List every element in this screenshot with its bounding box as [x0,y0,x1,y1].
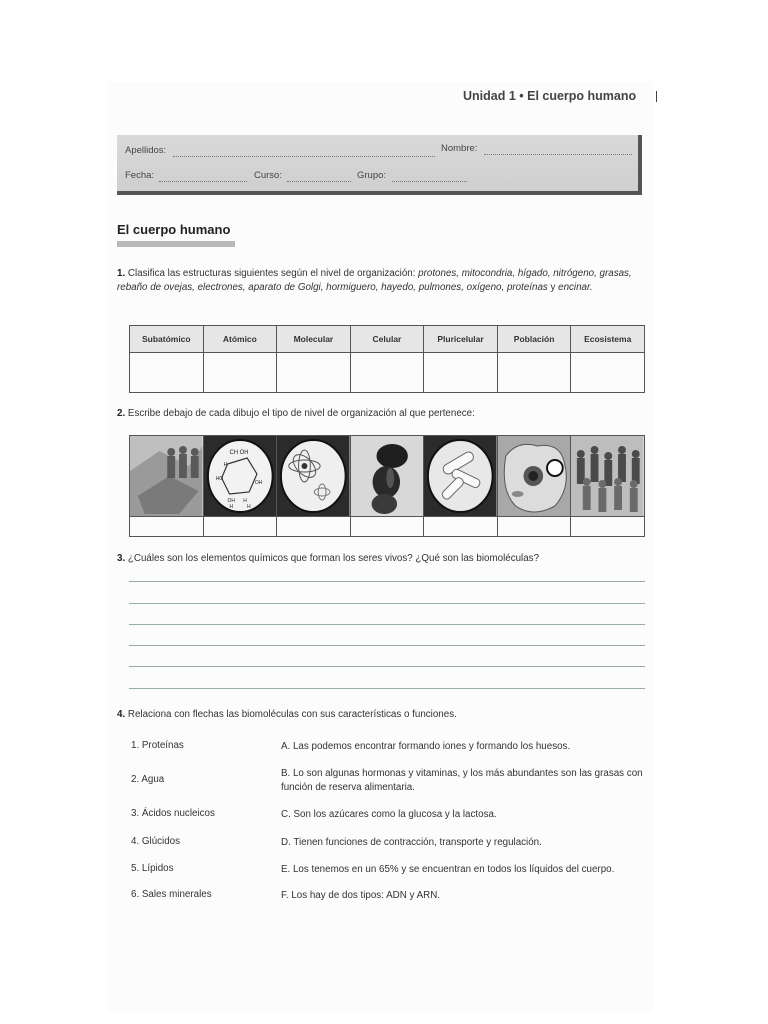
image-ecosystem [130,436,204,516]
levels-image-strip [129,435,645,537]
function-e[interactable]: E. Los tenemos en un 65% y se encuentran en todos los líquidos del cuerpo. [281,864,615,875]
image-answer-cell-4[interactable] [351,517,425,537]
question-4 [117,708,647,722]
image-answer-cell-2[interactable] [204,517,278,537]
function-d[interactable]: D. Tienen funciones de contracción, transporte y regulación. [281,837,542,848]
q4-text: Relaciona con flechas las biomoléculas con sus características o funciones. [127,709,457,720]
curso-field[interactable] [287,181,351,182]
image-answer-cell-5[interactable] [424,517,498,537]
molecule-label-oh2: OH [227,498,235,505]
answer-line-6[interactable] [129,688,645,689]
answer-cell-pluricelular[interactable] [424,353,498,393]
function-a[interactable]: A. Las podemos encontrar formando iones y formando los huesos. [281,741,571,752]
answer-line-1[interactable] [129,581,645,582]
function-f[interactable]: F. Los hay de dos tipos: ADN y ARN. [281,890,441,901]
image-answer-cell-7[interactable] [571,517,644,537]
student-info-box [117,135,642,195]
apellidos-field[interactable] [173,156,435,157]
fecha-field[interactable] [159,181,247,182]
q3-text: ¿Cuáles son los elementos químicos que forman los seres vivos? ¿Qué son las biomoléculas? [127,553,540,564]
biomolecule-glucidos[interactable]: 4. Glúcidos [131,836,181,847]
function-c[interactable]: C. Son los azúcares como la glucosa y la lactosa. [281,809,497,820]
header-pluricelular: Pluricelular [424,326,498,353]
biomolecule-proteinas[interactable]: 1. Proteínas [131,740,184,751]
q1-last-item: encinar. [558,281,593,293]
header-ecosistema: Ecosistema [571,326,645,353]
header-atomico: Atómico [203,326,277,353]
grupo-field[interactable] [392,181,467,182]
image-answer-cell-6[interactable] [498,517,572,537]
function-b[interactable]: B. Lo son algunas hormonas y vitaminas, y los más abundantes son las grasas con función de reserva alimentaria. [281,768,643,793]
biomolecule-lipidos[interactable]: 5. Lípidos [131,863,174,874]
image-glucose-molecule [204,436,278,516]
q1-and: y [547,281,559,293]
answer-cell-molecular[interactable] [277,353,351,393]
q2-text: Escribe debajo de cada dibujo el tipo de nivel de organización al que pertenece: [127,408,475,419]
nombre-field[interactable] [484,154,632,155]
biomolecule-sales-minerales[interactable]: 6. Sales minerales [131,889,212,900]
section-title: El cuerpo humano [117,222,231,237]
answer-line-2[interactable] [129,603,645,604]
molecule-label-h4: H [246,504,251,511]
image-cell [498,436,572,516]
molecule-label-h1: H [223,462,227,469]
curso-label: Curso: [254,170,282,181]
nombre-label: Nombre: [441,143,478,154]
answer-line-3[interactable] [129,624,645,625]
q2-number: 2. [117,408,126,419]
q1-text: Clasifica las estructuras siguientes según el nivel de organización: [127,268,419,279]
image-answer-cell-3[interactable] [277,517,351,537]
answer-cell-subatomico[interactable] [130,353,204,393]
apellidos-label: Apellidos: [125,145,167,156]
answer-cell-ecosistema[interactable] [571,353,645,393]
header-poblacion: Población [497,326,571,353]
question-3 [117,552,647,566]
biomolecule-agua[interactable]: 2. Agua [131,774,165,785]
header-celular: Celular [350,326,424,353]
image-lungs-organ [351,436,425,516]
fecha-label: Fecha: [125,170,155,181]
image-mitochondria-cell [424,436,498,516]
molecule-label-h3: H [229,504,233,511]
answer-cell-atomico[interactable] [203,353,277,393]
biomolecule-acidos-nucleicos[interactable]: 3. Ácidos nucleicos [131,808,215,819]
section-underline [117,241,235,247]
q3-number: 3. [117,553,126,564]
molecule-label-oh1: OH [254,480,262,487]
q1-number: 1. [117,268,126,279]
answer-line-5[interactable] [129,666,645,667]
header-molecular: Molecular [277,326,351,353]
unit-title: Unidad 1 • El cuerpo humano [463,89,637,103]
header-subatomico: Subatómico [130,326,204,353]
molecule-label-ho: HO [215,476,223,483]
organization-levels-table [129,325,645,393]
molecule-label-h2: H [242,498,247,505]
question-2 [117,407,647,421]
image-population [571,436,644,516]
image-answer-cell-1[interactable] [130,517,204,537]
header-bar [656,91,657,102]
molecule-label-ch2oh: CH OH [229,449,249,457]
answer-cell-celular[interactable] [350,353,424,393]
image-atom [277,436,351,516]
q4-number: 4. [117,709,126,720]
grupo-label: Grupo: [357,170,387,181]
question-1 [117,267,647,294]
answer-line-4[interactable] [129,645,645,646]
q1-items: protones, mitocondria, hígado, nitrógeno, grasas, rebaño de ovejas, electrones, aparato de Golgi, hormiguero, hayedo, pulmones, oxígeno, proteínas [117,268,632,293]
answer-cell-poblacion[interactable] [497,353,571,393]
